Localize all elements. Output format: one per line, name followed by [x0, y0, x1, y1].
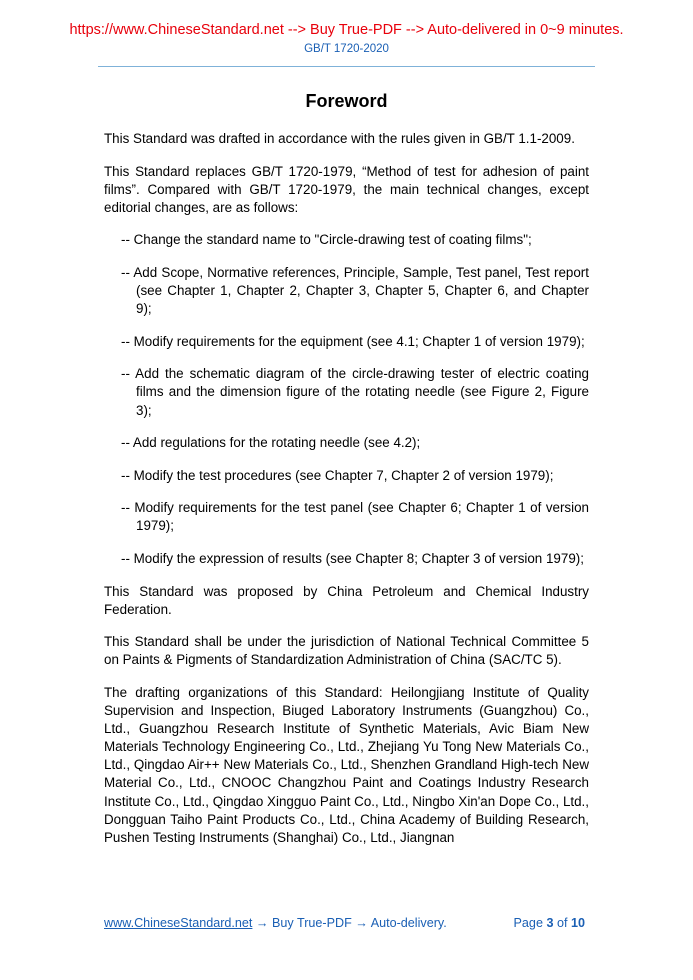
- standard-number: GB/T 1720-2020: [304, 43, 389, 55]
- foreword-content: [104, 130, 589, 861]
- footer-site-link[interactable]: www.ChineseStandard.net: [104, 916, 253, 930]
- page-title: Foreword: [305, 91, 388, 111]
- list-item: -- Modify requirements for the equipment (see 4.1; Chapter 1 of version 1979);: [121, 333, 585, 349]
- page-current: 3: [546, 916, 554, 930]
- page-of: of: [553, 916, 571, 930]
- page-label: Page: [513, 916, 547, 930]
- list-item: -- Modify requirements for the test panel (see Chapter 6; Chapter 1 of version 1979);: [121, 500, 589, 534]
- paragraph-replaces: This Standard replaces GB/T 1720-1979, “Method of test for adhesion of paint films”. Compared with GB/T 1720-1979, the main technical changes, except editorial changes, are as follows:: [104, 163, 589, 215]
- changes-list: [104, 231, 589, 568]
- list-item: -- Add the schematic diagram of the circle-drawing tester of electric coating films and the dimension figure of the rotating needle (see Figure 2, Figure 3);: [121, 366, 589, 418]
- paragraph-proposed-by: This Standard was proposed by China Petroleum and Chemical Industry Federation.: [104, 583, 589, 617]
- footer-promo: [104, 915, 447, 931]
- list-item: -- Add Scope, Normative references, Principle, Sample, Test panel, Test report (see Chapter 1, Chapter 2, Chapter 3, Chapter 5, Chapter 6, and Chapter 9);: [121, 264, 589, 317]
- list-item: -- Modify the test procedures (see Chapter 7, Chapter 2 of version 1979);: [121, 467, 554, 483]
- list-item: -- Add regulations for the rotating needle (see 4.2);: [121, 435, 421, 451]
- header-divider: [98, 66, 595, 67]
- footer-tagline: → Buy True-PDF → Auto-delivery.: [252, 916, 447, 930]
- paragraph-drafting-rules: This Standard was drafted in accordance with the rules given in GB/T 1.1-2009.: [104, 131, 575, 146]
- paragraph-jurisdiction: This Standard shall be under the jurisdiction of National Technical Committee 5 on Paints & Pigments of Standardization Administration of China (SAC/TC 5).: [104, 634, 589, 668]
- list-item: -- Change the standard name to "Circle-drawing test of coating films";: [121, 232, 532, 248]
- paragraph-drafting-organizations: The drafting organizations of this Standard: Heilongjiang Institute of Quality Supervision and Inspection, Biuged Laboratory Instruments (Guangzhou) Co., Ltd., Guangzhou Research Institute of Synthetic Materials, Avic Biam New Materials Technology Engineering Co., Ltd., Zhejiang Yu Tong New Materials Co., Ltd., Qingdao Air++ New Materials Co., Ltd., Shenzhen Grandland High-tech New Material Co., Ltd., CNOOC Changzhou Paint and Coatings Industry Research Institute Co., Ltd., Qingdao Xingguo Paint Co., Ltd., Ningbo Xin'an Dope Co., Ltd., Dongguan Taiho Paint Products Co., Ltd., China Academy of Building Research, Pushen Testing Instruments (Shanghai) Co., Ltd., Jiangnan: [104, 684, 589, 845]
- list-item: -- Modify the expression of results (see Chapter 8; Chapter 3 of version 1979);: [121, 551, 584, 566]
- page-total: 10: [570, 916, 585, 930]
- header-banner[interactable]: https://www.ChineseStandard.net --> Buy True-PDF --> Auto-delivered in 0~9 minutes.: [69, 22, 624, 38]
- page-indicator: [514, 915, 585, 931]
